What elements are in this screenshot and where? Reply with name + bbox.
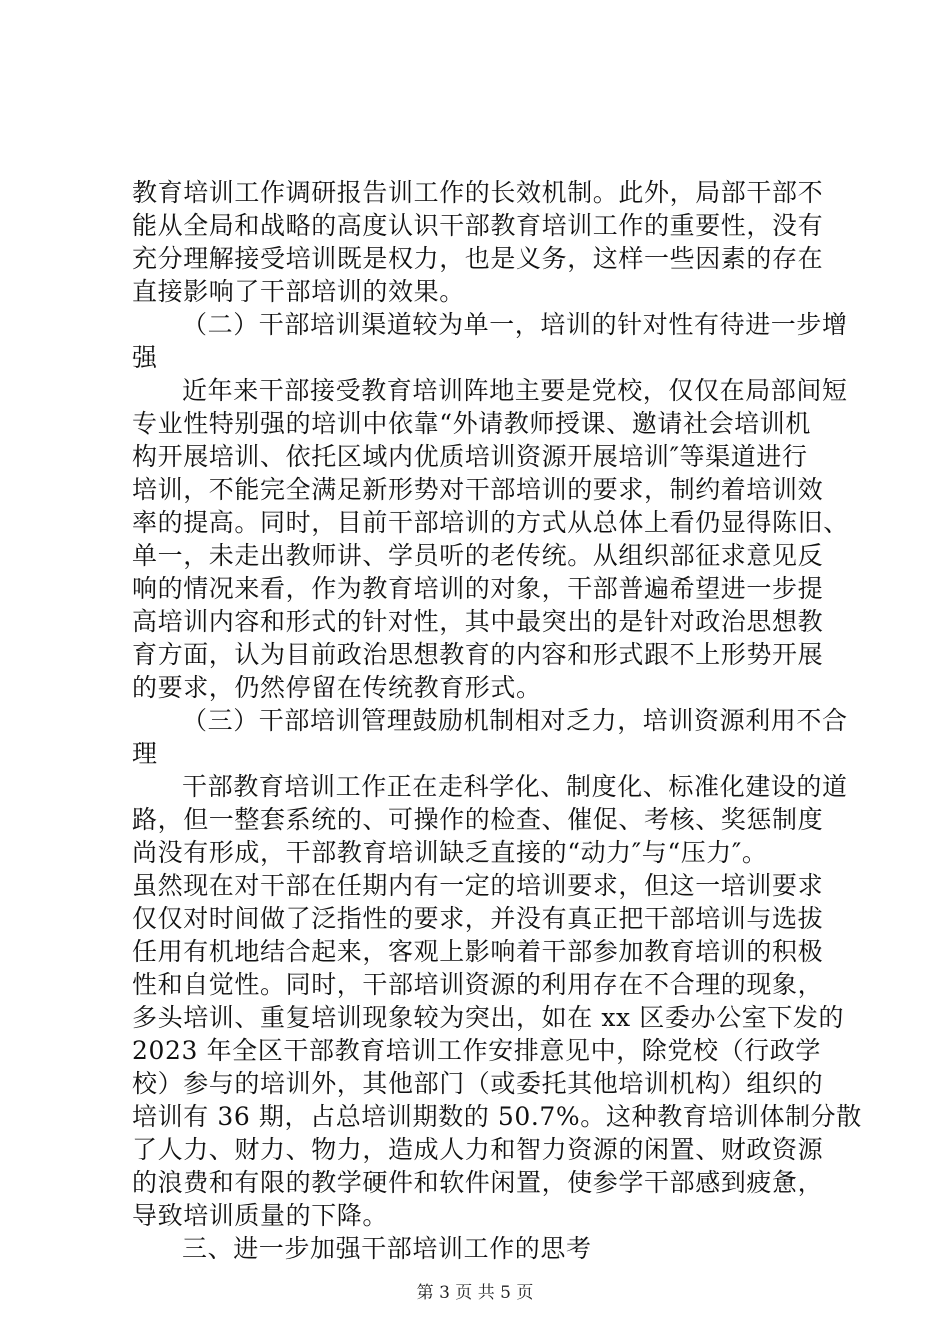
page-number-footer: 第 3 页 共 5 页 <box>416 1283 534 1303</box>
body-line: 高培训内容和形式的针对性，其中最突出的是针对政治思想教 <box>132 607 824 636</box>
body-line: 培训有 36 期，占总培训期数的 50.7%。这种教育培训体制分散 <box>132 1102 862 1131</box>
body-line: 充分理解接受培训既是权力，也是义务，这样一些因素的存在 <box>132 244 824 273</box>
body-line: 任用有机地结合起来，客观上影响着干部参加教育培训的积极 <box>132 937 824 966</box>
body-line: 育方面，认为目前政治思想教育的内容和形式跟不上形势开展 <box>132 640 824 669</box>
body-line: 多头培训、重复培训现象较为突出，如在 xx 区委办公室下发的 <box>132 1003 845 1032</box>
body-line: 专业性特别强的培训中依靠“外请教师授课、邀请社会培训机 <box>132 409 811 438</box>
paragraph-first-line: 干部教育培训工作正在走科学化、制度化、标准化建设的道 <box>182 772 848 801</box>
body-line: 仅仅对时间做了泛指性的要求，并没有真正把干部培训与选拔 <box>132 904 824 933</box>
body-line: 能从全局和战略的高度认识干部教育培训工作的重要性，没有 <box>132 211 824 240</box>
section-heading-line: （二）干部培训渠道较为单一，培训的针对性有待进一步增 <box>182 310 848 339</box>
body-line: 的要求，仍然停留在传统教育形式。 <box>132 673 542 702</box>
section-heading-line: 强 <box>132 343 158 372</box>
body-line: 构开展培训、依托区域内优质培训资源开展培训″等渠道进行 <box>132 442 808 471</box>
body-line: 单一，未走出教师讲、学员听的老传统。从组织部征求意见反 <box>132 541 824 570</box>
body-line: 路，但一整套系统的、可操作的检查、催促、考核、奖惩制度 <box>132 805 824 834</box>
body-line: 导致培训质量的下降。 <box>132 1201 389 1230</box>
body-line: 的浪费和有限的教学硬件和软件闲置，使参学干部感到疲惫， <box>132 1168 824 1197</box>
body-line: 了人力、财力、物力，造成人力和智力资源的闲置、财政资源 <box>132 1135 824 1164</box>
section-heading-line: （三）干部培训管理鼓励机制相对乏力，培训资源利用不合 <box>182 706 848 735</box>
paragraph-first-line: 近年来干部接受教育培训阵地主要是党校，仅仅在局部间短 <box>182 376 848 405</box>
body-line: 直接影响了干部培训的效果。 <box>132 277 465 306</box>
body-line: 响的情况来看，作为教育培训的对象，干部普遍希望进一步提 <box>132 574 824 603</box>
body-line: 校）参与的培训外，其他部门（或委托其他培训机构）组织的 <box>132 1069 824 1098</box>
section-heading-line: 理 <box>132 739 158 768</box>
body-line: 率的提高。同时，目前干部培训的方式从总体上看仍显得陈旧、 <box>132 508 849 537</box>
body-line: 虽然现在对干部在任期内有一定的培训要求，但这一培训要求 <box>132 871 824 900</box>
body-line: 培训，不能完全满足新形势对干部培训的要求，制约着培训效 <box>132 475 824 504</box>
section-heading-line: 三、进一步加强干部培训工作的思考 <box>182 1234 592 1263</box>
body-line: 性和自觉性。同时，干部培训资源的利用存在不合理的现象， <box>132 970 824 999</box>
body-line: 教育培训工作调研报告训工作的长效机制。此外，局部干部不 <box>132 178 824 207</box>
body-line: 尚没有形成，干部教育培训缺乏直接的“动力″与“压力″。 <box>132 838 768 867</box>
body-line: 2023 年全区干部教育培训工作安排意见中，除党校（行政学 <box>132 1036 821 1065</box>
